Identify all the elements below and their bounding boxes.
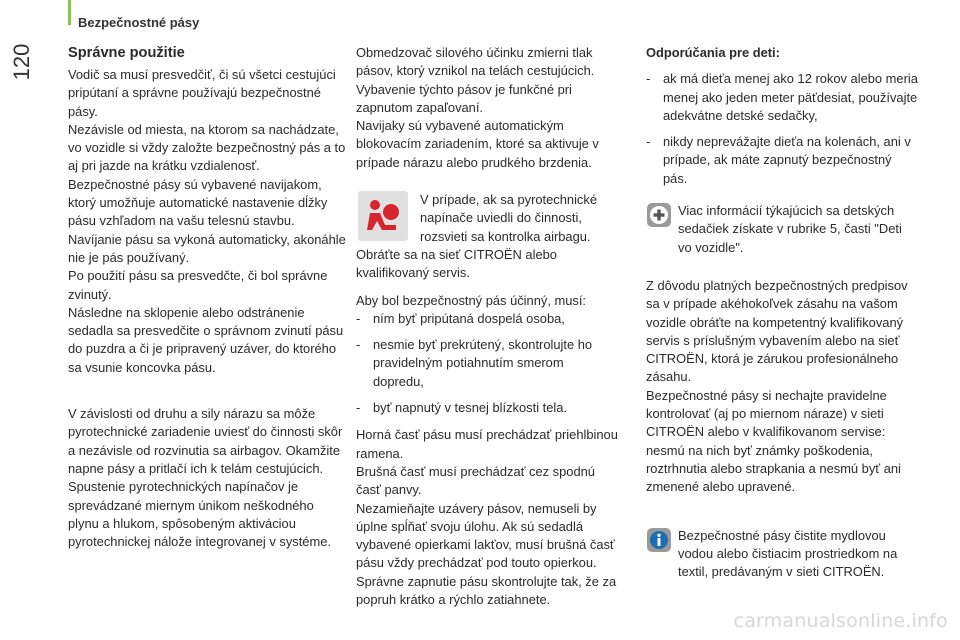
paragraph: Nezamieňajte uzávery pásov, nemuseli by úplne spĺňať svoju úlohu. Ak sú sedadlá vybavené opierkami lakťov, musí brušná časť pásu vždy prechádzať pod touto opierkou. [356, 500, 615, 571]
paragraph: V závislosti od druhu a sily nárazu sa môže pyrotechnické zariadenie uviesť do činnosti skôr a nezávisle od rozvinutia sa airbagov. Okamžite napne pásy a pritlačí ich k telám cestujúcich. [68, 406, 343, 476]
child-seat-note-text: Viac informácií týkajúcich sa detských sedačiek získate v rubrike 5, časti "Deti vo vozidle". [678, 203, 902, 255]
cleaning-note-text: Bezpečnostné pásy čistite mydlovou vodou alebo čistiacim prostriedkom na textil, predávaným v sieti CITROËN. [678, 527, 898, 580]
child-seat-info-note [646, 202, 918, 257]
column-2 [356, 44, 618, 609]
airbag-note-text: V prípade, ak sa pyrotechnické napínače uviedli do činnosti, rozsvieti sa kontrolka airbagu. Obráťte sa na sieť CITROËN alebo kvalifikovaný servis. [356, 192, 597, 281]
airbag-warning-icon [358, 191, 408, 241]
column-3 [646, 44, 918, 581]
proper-use-heading: Správne použitie [68, 45, 185, 61]
airbag-warning-note [356, 191, 618, 282]
plus-icon [646, 202, 672, 228]
children-recommendations-heading: Odporúčania pre deti: [646, 45, 780, 60]
paragraph: Vybavenie týchto pásov je funkčné pri zapnutom zapaľovaní. [356, 81, 572, 115]
paragraph: Bezpečnostné pásy si nechajte pravidelne kontrolovať (aj po miernom náraze) v sieti CITROËN alebo v kvalifikovanom servise: nesmú na nich byť známky poškodenia, roztrhnutia alebo strapkania a nesmú byť ani zmenené alebo upravené. [646, 387, 901, 495]
list-item: - byť napnutý v tesnej blízkosti tela. [356, 399, 618, 417]
list-item: - ak má dieťa menej ako 12 rokov alebo meria menej ako jeden meter päťdesiat, používajte adekvátne detské sedačky, [646, 70, 918, 125]
list-item: - ním byť pripútaná dospelá osoba, [356, 310, 618, 328]
page-number: 120 [9, 43, 34, 81]
paragraph: Bezpečnostné pásy sú vybavené navijakom, ktorý umožňuje automatické nastavenie dĺžky pásu vzhľadom na vašu telesnú stavbu. Navíjanie pásu sa vykoná automaticky, akonáhle nie je pás používaný. [68, 176, 346, 265]
section-title: Bezpečnostné pásy [78, 15, 200, 30]
paragraph: Správne zapnutie pásu skontrolujte tak, že za popruh krátko a rýchlo zatiahnete. [356, 573, 617, 608]
watermark-text: carmanualsonline.info [733, 610, 948, 632]
section-accent-bar [68, 0, 71, 25]
list-item: - nesmie byť prekrútený, skontrolujte ho pravidelným potiahnutím smerom dopredu, [356, 336, 618, 391]
info-icon [646, 527, 672, 553]
paragraph: Brušná časť musí prechádzať cez spodnú časť panvy. [356, 463, 595, 498]
cleaning-info-note [646, 527, 918, 582]
paragraph: Obmedzovač silového účinku zmierni tlak pásov, ktorý vznikol na telách cestujúcich. [356, 45, 595, 79]
list-intro: Aby bol bezpečnostný pás účinný, musí: [356, 292, 587, 308]
paragraph: Nezávisle od miesta, na ktorom sa nachádzate, vo vozidle si vždy založte bezpečnostný pás a to aj pri jazde na krátku vzdialenosť. [68, 121, 346, 174]
paragraph: Horná časť pásu musí prechádzať priehlbinou ramena. [356, 427, 618, 461]
paragraph: Následne na sklopenie alebo odstránenie sedadla sa presvedčite o správnom zvinutí pásu do puzdra a či je pripravený uzáver, do ktorého sa vsunie koncovka pásu. [68, 304, 344, 375]
column-1 [68, 44, 348, 551]
paragraph: Spustenie pyrotechnických napínačov je sprevádzané miernym únikom neškodného plynu a hlukom, spôsobeným aktiváciou pyrotechnickej nálože integrovanej v systéme. [68, 479, 331, 550]
paragraph: Z dôvodu platných bezpečnostných predpisov sa v prípade akéhokoľvek zásahu na vašom vozidle obráťte na kompetentný kvalifikovaný servis s príslušným vybavením alebo na sieť CITROËN, ktorá je zárukou profesionálneho zásahu. [646, 277, 908, 385]
list-item: - nikdy neprevážajte dieťa na kolenách, ani v prípade, ak máte zapnutý bezpečnostný pás. [646, 133, 918, 188]
paragraph: Po použití pásu sa presvedčte, či bol správne zvinutý. [68, 268, 328, 302]
paragraph: Vodič sa musí presvedčiť, či sú všetci cestujúci pripútaní a správne používajú bezpečnostné pásy. [68, 67, 336, 119]
paragraph: Navijaky sú vybavené automatickým blokovacím zariadením, ktoré sa aktivuje v prípade nárazu alebo prudkého brzdenia. [356, 118, 599, 170]
